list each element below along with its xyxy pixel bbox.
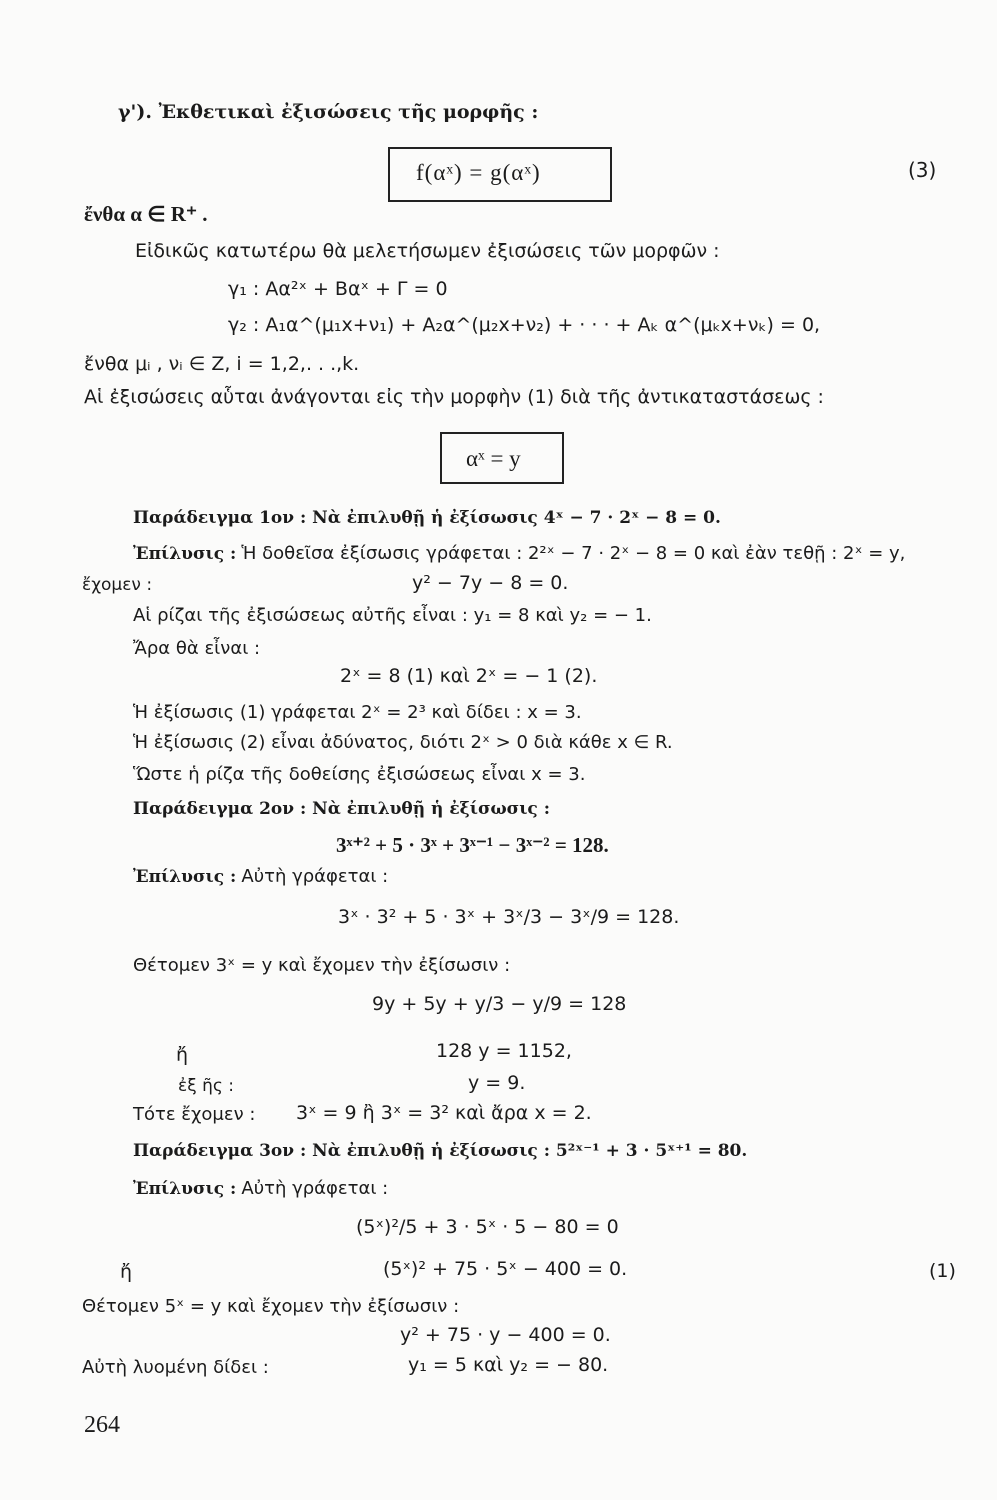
example3-eq2: (5ˣ)² + 75 · 5ˣ − 400 = 0.	[383, 1258, 628, 1280]
page-number: 264	[84, 1412, 120, 1438]
whence-label: ἐξ ῆς :	[178, 1076, 234, 1096]
we-have-label: ἔχομεν :	[82, 575, 153, 595]
cases-line: 2ˣ = 8 (1) καὶ 2ˣ = − 1 (2).	[340, 665, 598, 687]
or-label: ἤ	[176, 1044, 189, 1066]
example3-rewritten: (5ˣ)²/5 + 3 · 5ˣ · 5 − 80 = 0	[356, 1216, 619, 1238]
therefore-label: Ἄρα θὰ εἶναι :	[133, 638, 261, 659]
equation-number: (1)	[929, 1260, 956, 1282]
example2-eq-y: 9y + 5y + y/3 − y/9 = 128	[372, 993, 627, 1015]
intro-text: Εἰδικῶς κατωτέρω θὰ μελετήσωμεν ἐξισώσεις τῶν μορφῶν :	[135, 240, 720, 262]
solution-label: Ἐπίλυσις :	[133, 867, 237, 887]
example3-solution	[133, 1180, 388, 1198]
example1-solution	[133, 545, 905, 563]
solution-text: Αὐτὴ γράφεται :	[241, 1178, 389, 1199]
section-heading: γ'). Ἐκθετικαὶ ἐξισώσεις τῆς μορφῆς :	[118, 101, 539, 123]
solution-text: Αὐτὴ γράφεται :	[241, 866, 389, 887]
example3-quadratic: y² + 75 · y − 400 = 0.	[400, 1324, 611, 1346]
solution-text: Ἡ δοθεῖσα ἐξίσωσις γράφεται : 2²ˣ − 7 · 2ˣ − 8 = 0 καὶ ἐὰν τεθῇ : 2ˣ = y,	[241, 543, 906, 564]
equation-gamma1: γ₁ : Αα²ˣ + Βαˣ + Γ = 0	[228, 278, 448, 300]
example3-title: Παράδειγμα 3ον : Νὰ ἐπιλυθῇ ἡ ἐξίσωσις : 5²ˣ⁻¹ + 3 · 5ˣ⁺¹ = 80.	[133, 1141, 748, 1161]
example2-title: Παράδειγμα 2ον : Νὰ ἐπιλυθῇ ἡ ἐξίσωσις :	[133, 799, 550, 819]
solution-label: Ἐπίλυσις :	[133, 544, 237, 564]
example3-substitution: Θέτομεν 5ˣ = y καὶ ἔχομεν τὴν ἐξίσωσιν :	[82, 1296, 460, 1317]
main-equation: f(αˣ) = g(αˣ)	[416, 160, 541, 185]
or-label: ἤ	[120, 1261, 133, 1283]
equation-gamma2: γ₂ : Α₁α^(μ₁x+ν₁) + Α₂α^(μ₂x+ν₂) + · · · + Αₖ α^(μₖx+νₖ) = 0,	[228, 314, 821, 336]
where-line: ἔνθα α ∈ R⁺ .	[84, 202, 208, 226]
equation-number: (3)	[908, 158, 937, 182]
example3-roots: y₁ = 5 καὶ y₂ = − 80.	[408, 1354, 609, 1376]
quadratic-equation: y² − 7y − 8 = 0.	[412, 572, 569, 594]
example2-y-value: y = 9.	[468, 1072, 526, 1094]
case2-line: Ἡ ἐξίσωσις (2) εἶναι ἀδύνατος, διότι 2ˣ > 0 διὰ κάθε x ∈ R.	[133, 732, 673, 753]
example2-equation: 3ˣ⁺² + 5 · 3ˣ + 3ˣ⁻¹ − 3ˣ⁻² = 128.	[336, 833, 609, 857]
reduction-text: Αἱ ἐξισώσεις αὗται ἀνάγονται εἰς τὴν μορφὴν (1) διὰ τῆς ἀντικαταστάσεως :	[84, 386, 824, 408]
example2-final: 3ˣ = 9 ἢ 3ˣ = 3² καὶ ἄρα x = 2.	[296, 1102, 592, 1124]
roots-line: Αἱ ρίζαι τῆς ἐξισώσεως αὐτῆς εἶναι : y₁ = 8 καὶ y₂ = − 1.	[133, 605, 652, 626]
final-label: Τότε ἔχομεν :	[133, 1104, 256, 1125]
conditions-line: ἔνθα μᵢ , νᵢ ∈ Z, i = 1,2,. . .,k.	[84, 353, 360, 375]
solved-label: Αὐτὴ λυομένη δίδει :	[82, 1357, 269, 1378]
solution-label: Ἐπίλυσις :	[133, 1179, 237, 1199]
substitution-equation: αˣ = y	[466, 446, 521, 471]
example1-title: Παράδειγμα 1ον : Νὰ ἐπιλυθῇ ἡ ἐξίσωσις 4ˣ − 7 · 2ˣ − 8 = 0.	[133, 508, 721, 528]
conclusion-line: Ὥστε ἡ ρίζα τῆς δοθείσης ἐξισώσεως εἶναι x = 3.	[133, 764, 586, 785]
example2-rewritten: 3ˣ · 3² + 5 · 3ˣ + 3ˣ/3 − 3ˣ/9 = 128.	[338, 906, 680, 928]
case1-line: Ἡ ἐξίσωσις (1) γράφεται 2ˣ = 2³ καὶ δίδει : x = 3.	[133, 702, 582, 723]
example2-substitution: Θέτομεν 3ˣ = y καὶ ἔχομεν τὴν ἐξίσωσιν :	[133, 955, 511, 976]
example2-eq-128y: 128 y = 1152,	[436, 1040, 572, 1062]
example2-solution	[133, 868, 388, 886]
